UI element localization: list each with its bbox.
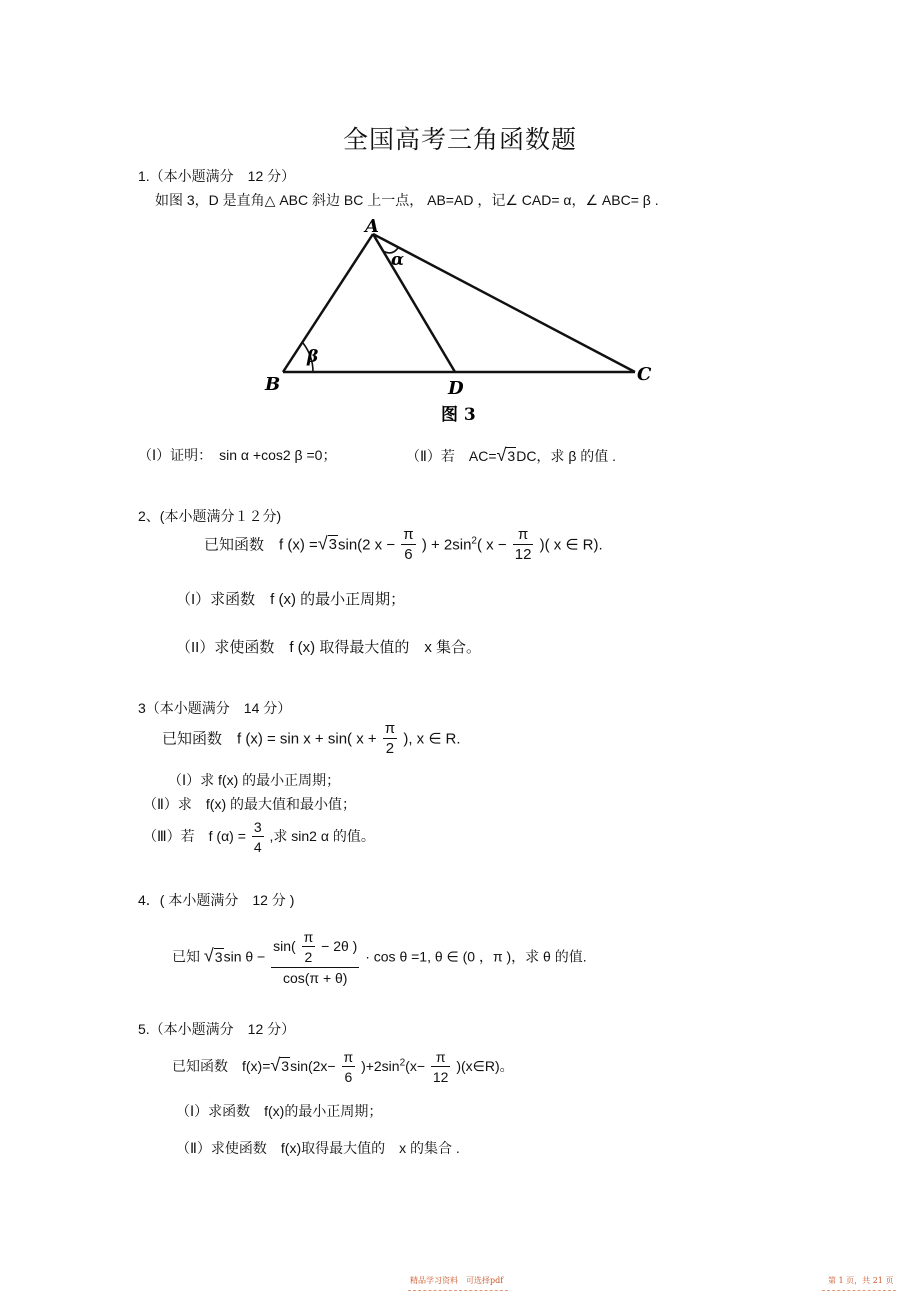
q4-formula: 已知 √3sin θ − sin( $\frac{\pi}{2}$ − 2θ ) cos(π + θ) · cos θ =1, θ ∈ (0 ，π )，求 θ 的值. bbox=[172, 929, 587, 986]
q5-frac-pi-6: $\frac{\pi}{6}$ bbox=[343, 1049, 354, 1085]
q5-part1: （Ⅰ）求函数 f(x)的最小正周期； bbox=[176, 1103, 383, 1119]
triangle-figure bbox=[255, 218, 675, 428]
q5-frac-pi-12: $\frac{\pi}{12}$ bbox=[432, 1049, 449, 1085]
q2-part1: （I）求函数 f (x) 的最小正周期； bbox=[176, 591, 406, 608]
q2-formula: 已知函数 f (x) =√3sin(2 x − $\frac{\pi}{6}$ ) + $2\sin^2$( x − $\frac{\pi}{12}$ )( x ∈ R). bbox=[204, 526, 603, 563]
q3-part1: （Ⅰ）求 f(x) 的最小正周期； bbox=[168, 772, 341, 788]
q2-header: 2、(本小题满分１２分) bbox=[138, 508, 282, 524]
footer-left-dashes bbox=[408, 1290, 508, 1291]
q1-part1: （Ⅰ）证明： sin α +cos2 β =0； bbox=[138, 447, 337, 463]
page-title: 全国高考三角函数题 bbox=[342, 125, 577, 154]
vertex-D: D bbox=[448, 378, 464, 399]
angle-alpha-label: α bbox=[391, 250, 405, 270]
q5-part2: （Ⅱ）求使函数 f(x)取得最大值的 x 的集合 . bbox=[176, 1140, 460, 1156]
q3-frac-3-4: $\frac{3}{4}$ bbox=[253, 819, 262, 855]
figure-caption: 图 3 bbox=[441, 405, 476, 425]
q1-part2: （Ⅱ）若 AC=√3DC，求 β 的值 . bbox=[406, 445, 617, 465]
q2-part2: （II）求使函数 f (x) 取得最大值的 x 集合。 bbox=[176, 639, 481, 656]
q2-frac-pi-12: $\frac{\pi}{12}$ bbox=[514, 526, 532, 563]
side-AB bbox=[283, 234, 373, 372]
footer-right-dashes bbox=[822, 1290, 896, 1291]
q1-stem: 如图 3，D 是直角△ ABC 斜边 BC 上一点， AB=AD ，记∠ CAD= α，∠ ABC= β . bbox=[155, 192, 659, 208]
q4-frac-pi-2: $\frac{\pi}{2}$ bbox=[303, 929, 314, 965]
side-AC bbox=[373, 234, 635, 372]
q3-formula: 已知函数 f (x) = sin x + sin( x + $\frac{\pi}{2}$ ), x ∈ R. bbox=[162, 720, 461, 757]
vertex-A: A bbox=[365, 218, 379, 237]
q4-big-fraction: sin( $\frac{\pi}{2}$ − 2θ ) cos(π + θ) bbox=[273, 929, 358, 986]
q1-header: 1.（本小题满分 12 分） bbox=[138, 168, 296, 184]
q3-header: 3（本小题满分 14 分） bbox=[138, 700, 292, 716]
vertex-C: C bbox=[637, 364, 652, 385]
angle-beta-label: β bbox=[307, 347, 319, 367]
q3-frac-pi-2: $\frac{\pi}{2}$ bbox=[384, 720, 396, 757]
q4-header: 4．( 本小题满分 12 分 ) bbox=[138, 892, 295, 908]
q2-frac-pi-6: $\frac{\pi}{6}$ bbox=[403, 526, 414, 563]
q5-formula: 已知函数 f(x)=√3sin(2x− $\frac{\pi}{6}$ )$+2\sin^2(x-$ $\frac{\pi}{12}$ )(x∈R)。 bbox=[172, 1049, 514, 1085]
q3-part3: （Ⅲ）若 f (α) = $\frac{3}{4}$ ,求 sin2 α 的值。 bbox=[143, 819, 375, 855]
q3-part2: （Ⅱ）求 f(x) 的最大值和最小值； bbox=[143, 796, 356, 812]
footer-page-number: 第 1 页，共 21 页 bbox=[828, 1276, 894, 1285]
footer-left: 精品学习资料 可选择pdf bbox=[410, 1276, 504, 1285]
vertex-B: B bbox=[265, 374, 281, 395]
q5-header: 5.（本小题满分 12 分） bbox=[138, 1021, 296, 1037]
